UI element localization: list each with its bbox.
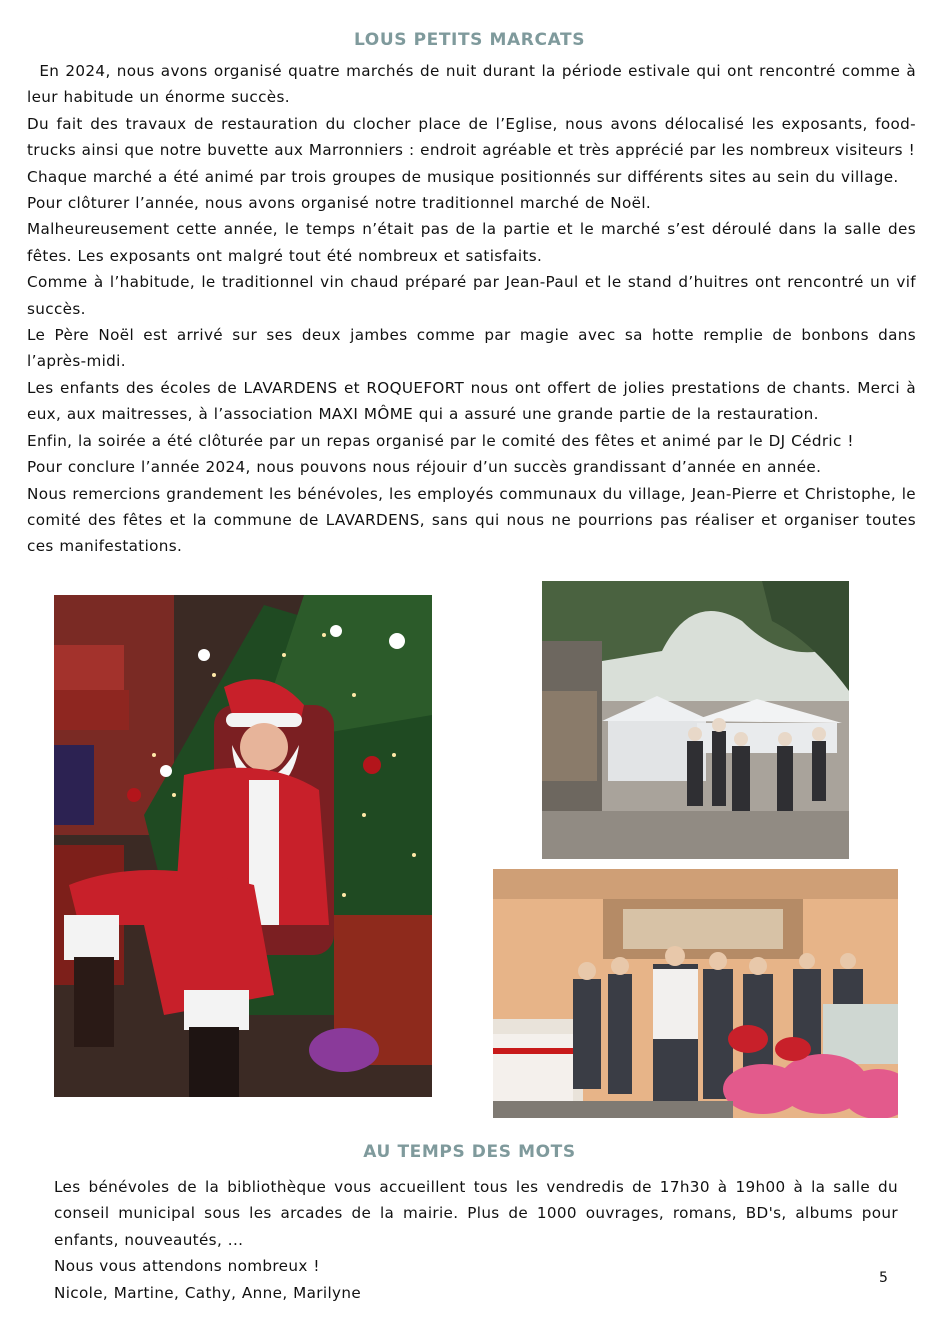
paragraph: Comme à l’habitude, le traditionnel vin chaud préparé par Jean-Paul et le stand d’huitres ont rencontré un vif succès. xyxy=(27,273,916,318)
paragraph: Nous remercions grandement les bénévoles, les employés communaux du village, Jean-Pierre et Christophe, le comité des fêtes et la commune de LAVARDENS, sans qui nous ne pourrions pas réaliser et organiser toutes ces manifestations. xyxy=(27,484,916,556)
santa-photo xyxy=(54,595,432,1097)
paragraph: Les bénévoles de la bibliothèque vous accueillent tous les vendredis de 17h30 à 19h00 à la salle du conseil municipal sous les arcades de la mairie. Plus de 1000 ouvrages, romans, BD's, albums pour enfants, nouveautés, ... xyxy=(54,1178,898,1249)
paragraph: Enfin, la soirée a été clôturée par un repas organisé par le comité des fêtes et animé par le DJ Cédric ! xyxy=(27,431,854,450)
marcats-text xyxy=(27,58,916,560)
paragraph: Du fait des travaux de restauration du clocher place de l’Eglise, nous avons délocalisé les exposants, food-trucks ainsi que notre buvette aux Marronniers : endroit agréable et très apprécié par les nombreux visiteurs ! xyxy=(27,114,916,160)
page-number: 5 xyxy=(879,1270,888,1286)
paragraph: Chaque marché a été animé par trois groupes de musique positionnés sur différents sites au sein du village. xyxy=(27,167,899,186)
mots-text xyxy=(54,1174,898,1306)
paragraph: Pour clôturer l’année, nous avons organisé notre traditionnel marché de Noël. xyxy=(27,194,652,213)
paragraph: Nous vous attendons nombreux ! xyxy=(54,1257,320,1276)
market-photo xyxy=(542,581,849,859)
paragraph: Pour conclure l’année 2024, nous pouvons nous réjouir d’un succès grandissant d’année en année. xyxy=(27,458,822,477)
paragraph: En 2024, nous avons organisé quatre marchés de nuit durant la période estivale qui ont rencontré comme à leur habitude un énorme succès. xyxy=(27,62,916,107)
paragraph: Le Père Noël est arrivé sur ses deux jambes comme par magie avec sa hotte remplie de bonbons dans l’après-midi. xyxy=(27,326,916,371)
paragraph: Malheureusement cette année, le temps n’était pas de la partie et le marché s’est déroulé dans la salle des fêtes. Les exposants ont malgré tout été nombreux et satisfaits. xyxy=(27,220,916,265)
section-title-marcats: LOUS PETITS MARCATS xyxy=(353,30,586,50)
signature-line: Nicole, Martine, Cathy, Anne, Marilyne xyxy=(54,1283,362,1302)
hall-photo xyxy=(493,869,898,1118)
section-title-mots: AU TEMPS DES MOTS xyxy=(363,1142,576,1162)
paragraph: Les enfants des écoles de LAVARDENS et ROQUEFORT nous ont offert de jolies prestations de chants. Merci à eux, aux maitresses, à l’association MAXI MÔME qui a assuré une grande partie de la restauration. xyxy=(27,378,916,424)
